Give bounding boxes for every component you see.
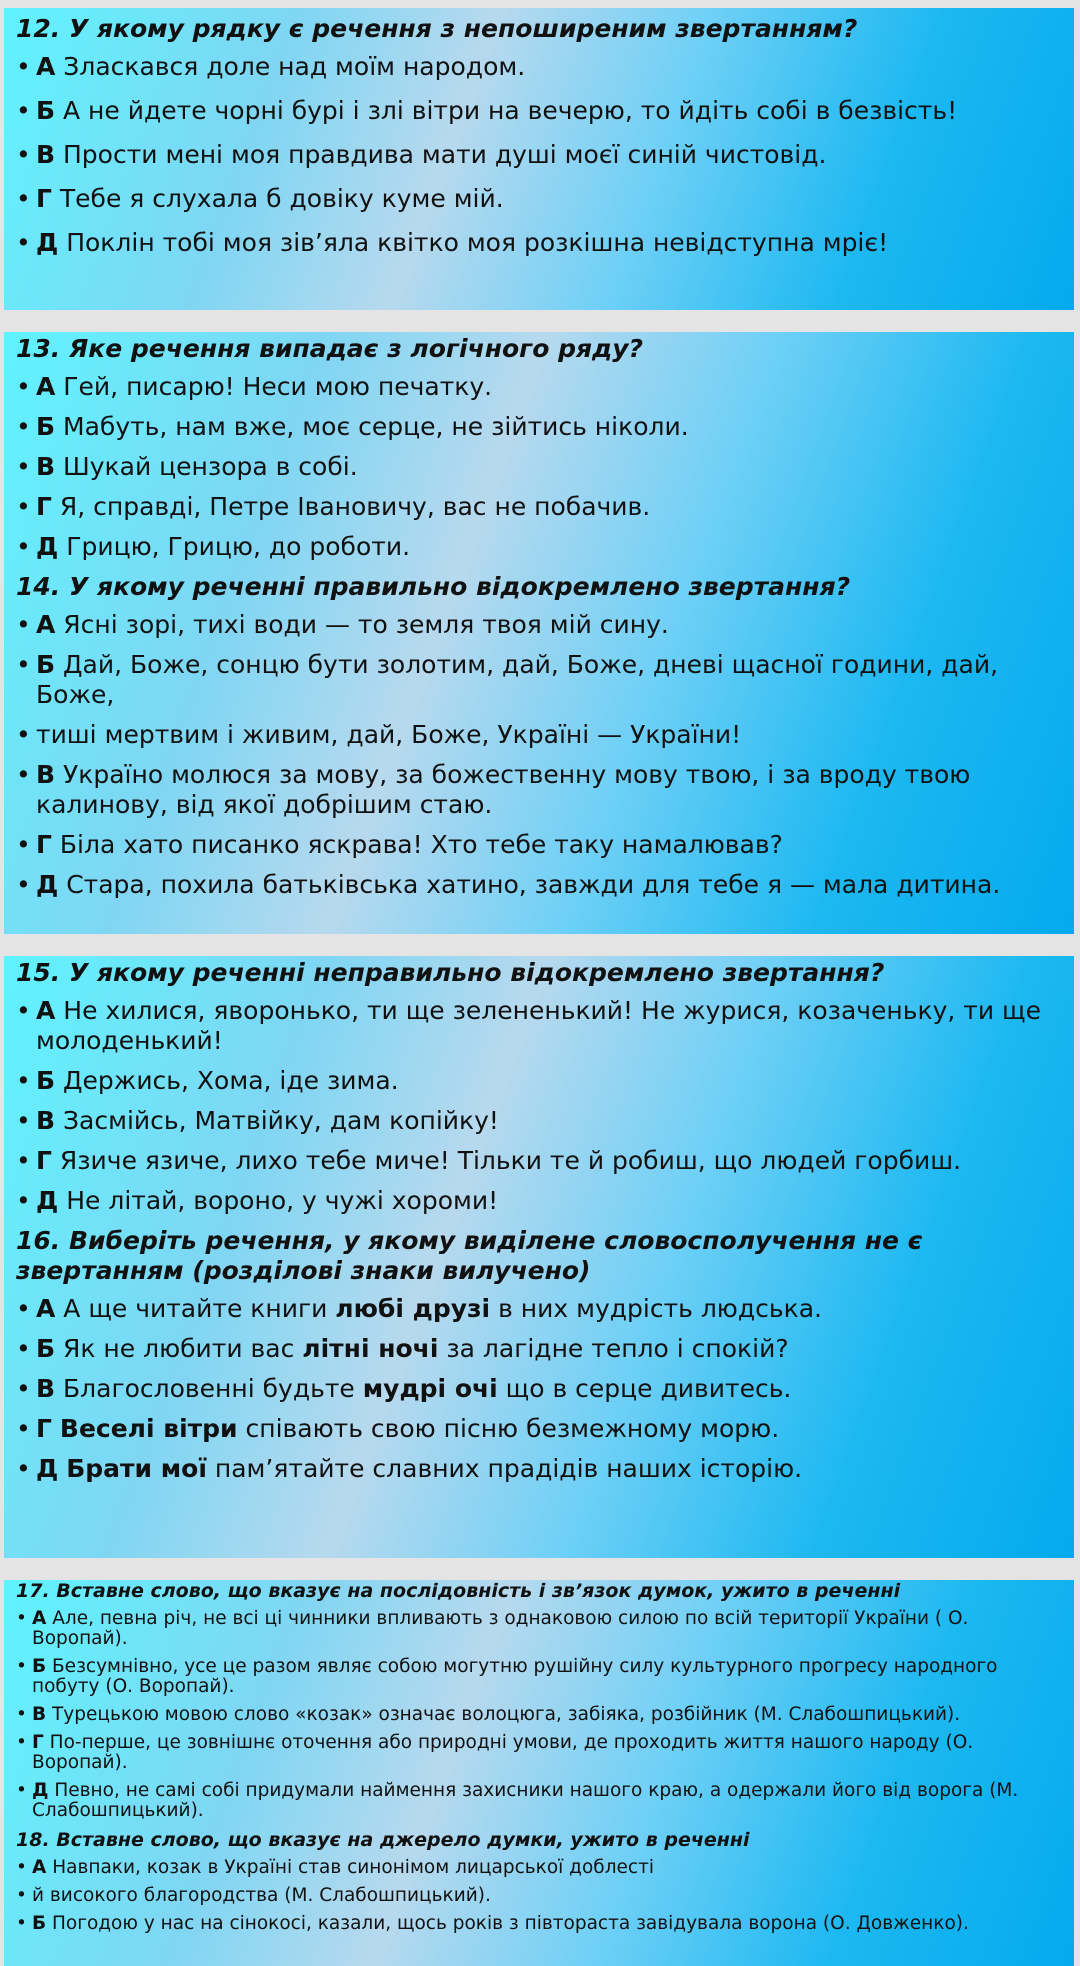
answer-option: • Д Брати мої пам’ятайте славних прадідів наших історію. <box>16 1454 803 1483</box>
answer-option: • Д Певно, не самі собі придумали наймення захисники нашого краю, а одержали його від ворога (М. Слабошпицький). <box>16 1780 1019 1821</box>
question-title: 18. Вставне слово, що вказує на джерело думки, ужито в реченні <box>16 1829 750 1851</box>
answer-option: • В Прости мені моя правдива мати душі моєї синій чистовід. <box>16 140 827 169</box>
answer-option: • Б Дай, Боже, сонцю бути золотим, дай, Боже, дневі щасної години, дай, Боже, <box>16 650 999 709</box>
answer-option: • В Турецькою мовою слово «козак» означає волоцюга, забіяка, розбійник (М. Слабошпицький). <box>16 1704 961 1725</box>
answer-option: • А А ще читайте книги любі друзі в них мудрість людська. <box>16 1294 822 1323</box>
question-title: 13. Яке речення випадає з логічного ряду? <box>16 334 644 363</box>
answer-option: • А Не хилися, яворонько, ти ще зелененький! Не журися, козаченьку, ти ще молоденький! <box>16 996 1041 1055</box>
question-title: 14. У якому реченні правильно відокремлено звертання? <box>16 572 851 601</box>
answer-option: • Д Поклін тобі моя зів’яла квітко моя розкішна невідступна мріє! <box>16 228 889 257</box>
answer-option: • Д Не літай, вороно, у чужі хороми! <box>16 1186 499 1215</box>
answer-option: • Б Мабуть, нам вже, моє серце, не зійтись ніколи. <box>16 412 689 441</box>
answer-option: • Г Язиче язиче, лихо тебе миче! Тільки те й робиш, що людей горбиш. <box>16 1146 962 1175</box>
answer-option: • В Благословенні будьте мудрі очі що в серце дивитесь. <box>16 1374 792 1403</box>
answer-option: • Д Стара, похила батьківська хатино, завжди для тебе я — мала дитина. <box>16 870 1001 899</box>
answer-option: • Г Тебе я слухала б довіку куме мій. <box>16 184 504 213</box>
answer-option: • А Навпаки, козак в Україні став синонімом лицарської доблесті <box>16 1857 654 1878</box>
question-title: 16. Виберіть речення, у якому виділене словосполучення не є звертанням (розділові знаки вилучено) <box>16 1226 923 1285</box>
answer-option: • Г Я, справді, Петре Івановичу, вас не побачив. <box>16 492 651 521</box>
answer-option: • В Шукай цензора в собі. <box>16 452 358 481</box>
answer-option: • Г Біла хато писанко яскрава! Хто тебе таку намалював? <box>16 830 783 859</box>
answer-option: • тиші мертвим і живим, дай, Боже, Україні — України! <box>16 720 742 749</box>
slide-questions-15-16 <box>4 956 1074 1558</box>
answer-option: • й високого благородства (М. Слабошпицький). <box>16 1885 491 1906</box>
question-title: 15. У якому реченні неправильно відокремлено звертання? <box>16 958 885 987</box>
question-title: 12. У якому рядку є речення з непоширеним звертанням? <box>16 14 858 43</box>
answer-option: • В Україно молюся за мову, за божественну мову твою, і за вроду твою калинову, від якої добрішим стаю. <box>16 760 971 819</box>
answer-option: • Б Держись, Хома, іде зима. <box>16 1066 399 1095</box>
answer-option: • Б А не йдете чорні бурі і злі вітри на вечерю, то йдіть собі в безвість! <box>16 96 958 125</box>
answer-option: • А Гей, писарю! Неси мою печатку. <box>16 372 493 401</box>
answer-option: • А Але, певна річ, не всі ці чинники впливають з однаковою силою по всій території України ( О. Воропай). <box>16 1608 969 1649</box>
answer-option: • А Зласкався доле над моїм народом. <box>16 52 526 81</box>
answer-option: • Б Як не любити вас літні ночі за лагідне тепло і спокій? <box>16 1334 789 1363</box>
slide-questions-17-18 <box>4 1580 1074 1966</box>
answer-option: • Д Грицю, Грицю, до роботи. <box>16 532 411 561</box>
answer-option: • Г Веселі вітри співають свою пісню безмежному морю. <box>16 1414 780 1443</box>
answer-option: • Г По-перше, це зовнішнє оточення або природні умови, де проходить життя нашого народу (О. Воропай). <box>16 1732 974 1773</box>
slide-questions-13-14 <box>4 332 1074 934</box>
answer-option: • Б Безсумнівно, усе це разом являє собою могутню рушійну силу культурного прогресу народного побуту (О. Воропай). <box>16 1656 998 1697</box>
question-title: 17. Вставне слово, що вказує на послідовність і зв’язок думок, ужито в реченні <box>16 1580 901 1602</box>
answer-option: • В Засмійсь, Матвійку, дам копійку! <box>16 1106 499 1135</box>
slide-question-12 <box>4 8 1074 310</box>
answer-option: • Б Погодою у нас на сінокосі, казали, щось років з півтораста завідувала ворона (О. Довженко). <box>16 1913 969 1934</box>
answer-option: • А Ясні зорі, тихі води — то земля твоя мій сину. <box>16 610 669 639</box>
